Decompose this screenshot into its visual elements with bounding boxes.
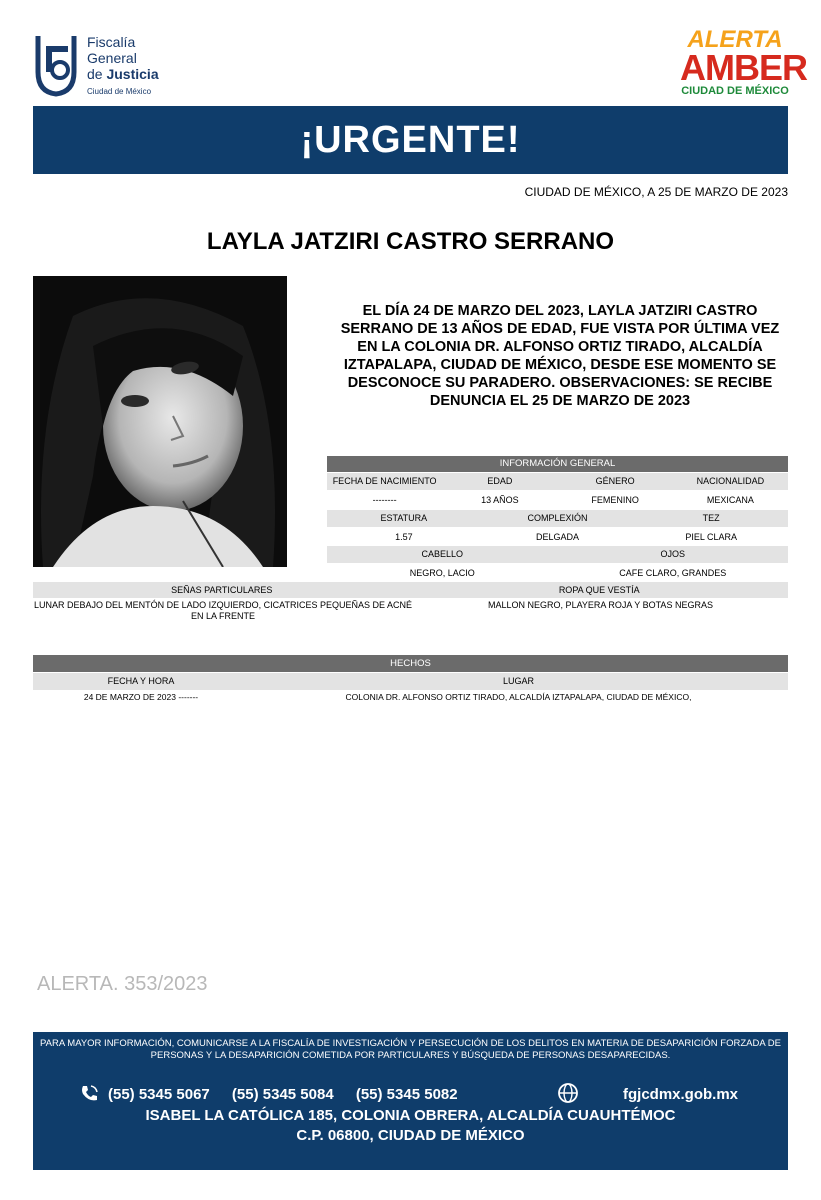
address-line-1: ISABEL LA CATÓLICA 185, COLONIA OBRERA, ALCALDÍA CUAUHTÉMOC [145, 1107, 676, 1124]
hechos-values-row [33, 691, 788, 703]
globe-icon [557, 1082, 579, 1104]
missing-person-name: LAYLA JATZIRI CASTRO SERRANO [206, 228, 615, 255]
hechos-labels-row [33, 673, 788, 690]
label-estatura: ESTATURA [380, 513, 428, 523]
senas-labels-row [33, 582, 788, 598]
label-cabello: CABELLO [421, 549, 464, 559]
value-tez: PIEL CLARA [685, 532, 738, 542]
address-line-2: C.P. 06800, CIUDAD DE MÉXICO [296, 1127, 525, 1144]
phone-icon [79, 1084, 99, 1104]
value-edad: 13 AÑOS [481, 495, 519, 505]
value-genero: FEMENINO [591, 495, 639, 505]
info-values-row-1 [327, 492, 788, 508]
footer-info-text: PARA MAYOR INFORMACIÓN, COMUNICARSE A LA FISCALÍA DE INVESTIGACIÓN Y PERSECUCIÓN DE LOS DELITOS EN MATERIA DE DESAPARICIÓN FORZADA DE PERSONAS Y LA DESAPARICIÓN COMETIDA POR PARTICULARES Y BÚSQUEDA DE PERSONAS DESAPARECIDAS. [40, 1038, 781, 1061]
label-lugar: LUGAR [502, 676, 534, 686]
case-description: EL DÍA 24 DE MARZO DEL 2023, LAYLA JATZIRI CASTRO SERRANO DE 13 AÑOS DE EDAD, FUE VISTA POR ÚLTIMA VEZ EN LA COLONIA DR. ALFONSO ORTIZ TIRADO, ALCALDÍA IZTAPALAPA, CIUDAD DE MÉXICO, DESDE ESE MOMENTO SE DESCONOCE SU PARADERO. OBSERVACIONES: SE RECIBE DENUNCIA EL 25 DE MARZO DE 2023 [340, 303, 780, 409]
value-estatura: 1.57 [395, 532, 413, 542]
value-fecha-nacimiento: -------- [372, 495, 397, 505]
urgent-banner: ¡URGENTE! [33, 106, 788, 174]
fgj-logo-text: Fiscalía General de Justicia [87, 34, 159, 82]
value-senas-particulares: LUNAR DEBAJO DEL MENTÓN DE LADO IZQUIERDO, CICATRICES PEQUEÑAS DE ACNÉ EN LA FRENTE [33, 600, 413, 621]
amber-alert-logo: ALERTA AMBER CIUDAD DE MÉXICO [680, 26, 807, 97]
fgj-logo [32, 32, 162, 102]
label-fecha-hora: FECHA Y HORA [107, 676, 175, 686]
label-complexion: COMPLEXIÓN [527, 513, 588, 523]
website-link[interactable]: fgjcdmx.gob.mx [623, 1086, 739, 1103]
alert-number: ALERTA. 353/2023 [37, 973, 208, 995]
label-genero: GÉNERO [595, 476, 635, 486]
footer-phones [108, 1086, 476, 1103]
missing-person-photo [33, 276, 287, 567]
label-tez: TEZ [702, 513, 720, 523]
info-values-row-3 [327, 565, 788, 581]
phone-number-3[interactable]: (55) 5345 5082 [355, 1086, 458, 1103]
label-ropa: ROPA QUE VESTÍA [558, 585, 640, 595]
phone-number-1[interactable]: (55) 5345 5067 [108, 1086, 210, 1103]
info-labels-row-3 [327, 546, 788, 563]
value-nacionalidad: MEXICANA [706, 495, 754, 505]
label-edad: EDAD [487, 476, 513, 486]
value-cabello: NEGRO, LACIO [409, 568, 475, 578]
value-complexion: DELGADA [536, 532, 580, 542]
value-ropa: MALLON NEGRO, PLAYERA ROJA Y BOTAS NEGRAS [488, 600, 713, 610]
footer-address [33, 1106, 788, 1146]
portrait-image [33, 276, 287, 567]
info-values-row-2 [327, 529, 788, 545]
label-senas-particulares: SEÑAS PARTICULARES [171, 585, 273, 595]
label-nacionalidad: NACIONALIDAD [696, 476, 765, 486]
contact-footer [33, 1032, 788, 1170]
info-labels-row-2 [327, 510, 788, 527]
info-general-heading: INFORMACIÓN GENERAL [327, 456, 788, 472]
fgj-emblem-icon [32, 32, 80, 98]
value-fecha-hora: 24 DE MARZO DE 2023 ------- [83, 692, 199, 702]
info-labels-row-1 [327, 473, 788, 490]
value-lugar: COLONIA DR. ALFONSO ORTIZ TIRADO, ALCALDÍA IZTAPALAPA, CIUDAD DE MÉXICO, [345, 692, 692, 702]
fgj-logo-sub: Ciudad de México [87, 87, 152, 96]
phone-number-2[interactable]: (55) 5345 5084 [231, 1086, 334, 1103]
hechos-heading: HECHOS [33, 655, 788, 672]
issue-date: CIUDAD DE MÉXICO, A 25 DE MARZO DE 2023 [524, 185, 788, 199]
label-fecha-nacimiento: FECHA DE NACIMIENTO [332, 476, 437, 486]
value-ojos: CAFE CLARO, GRANDES [619, 568, 727, 578]
label-ojos: OJOS [660, 549, 685, 559]
